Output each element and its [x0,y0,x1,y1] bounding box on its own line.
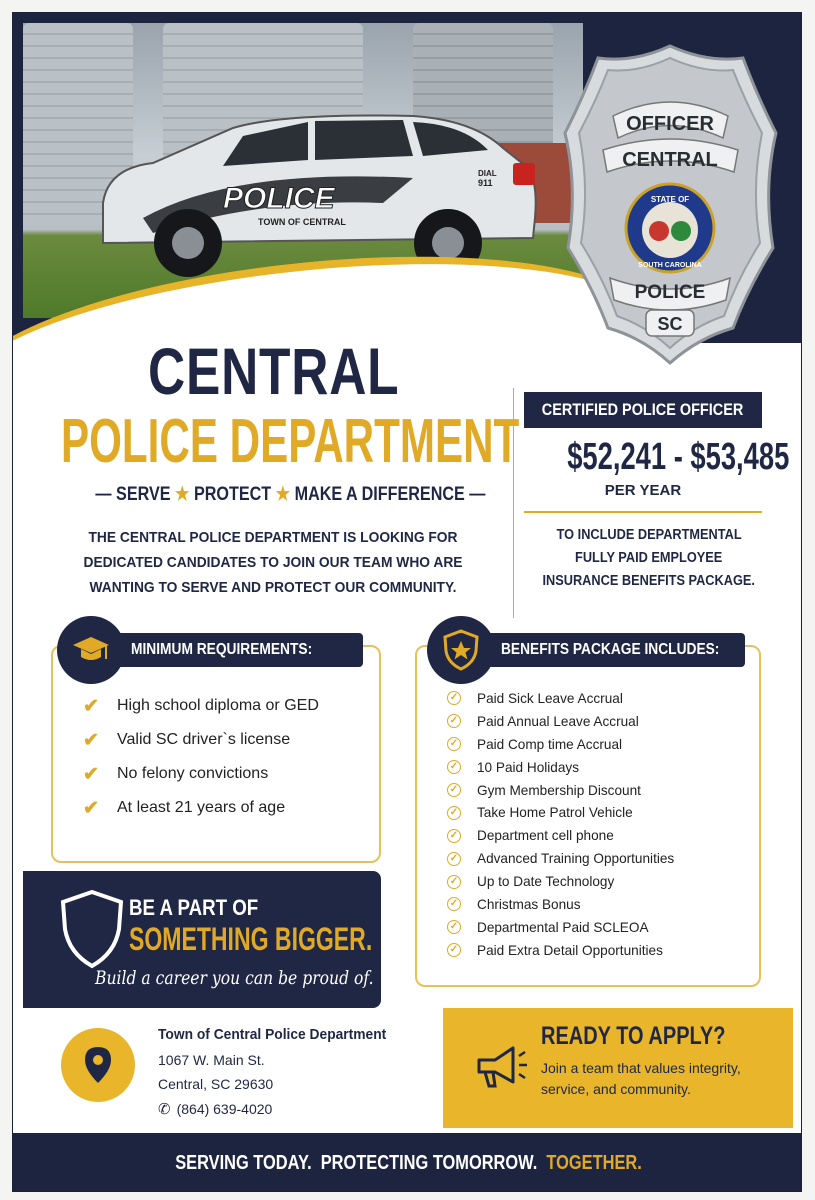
salary-note-line: INSURANCE BENEFITS PACKAGE. [542,573,756,589]
checkmark-icon: ✔ [83,763,99,785]
check-circle-icon: ✓ [447,737,461,751]
location-pin-icon [61,1028,135,1102]
footer-part1: SERVING TODAY. [174,1151,312,1174]
check-circle-icon: ✓ [447,691,461,705]
checkmark-icon: ✔ [83,695,99,717]
divider [524,511,762,513]
footer-part3: TOGETHER. [545,1151,642,1174]
salary-box [513,388,793,618]
benefit-text: Department cell phone [477,828,614,844]
contact-city: Central, SC 29630 [158,1076,274,1092]
graduation-cap-icon [57,616,125,684]
check-circle-icon: ✓ [447,783,461,797]
salary-range-text: $52,241 - $53,485 [567,436,790,478]
apply-text: Join a team that values integrity, service, and community. [541,1060,741,1097]
bigger-slogan: Build a career you can be proud of. [95,967,374,989]
check-circle-icon: ✓ [447,897,461,911]
benefit-item [447,870,674,893]
tagline-difference: MAKE A DIFFERENCE [294,484,465,505]
badge-officer-text: OFFICER [626,113,714,135]
tagline: — SERVE ★ PROTECT ★ MAKE A DIFFERENCE — [95,484,486,505]
star-icon: ★ [175,484,190,505]
benefit-item [447,779,674,802]
shield-icon [59,889,125,969]
requirement-item [83,757,319,791]
requirements-heading-text: MINIMUM REQUIREMENTS: [131,641,313,658]
bigger-line1: BE A PART OF [129,895,259,920]
benefit-text: 10 Paid Holidays [477,759,580,775]
intro-line: DEDICATED CANDIDATES TO JOIN OUR TEAM WHO ARE [83,554,463,571]
contact-street: 1067 W. Main St. [158,1052,265,1068]
badge-central-text: CENTRAL [622,149,718,171]
shield-star-icon [427,616,495,684]
check-circle-icon: ✓ [447,806,461,820]
checkmark-icon: ✔ [83,729,99,751]
requirement-item [83,689,319,723]
requirement-text: At least 21 years of age [117,799,286,816]
check-circle-icon: ✓ [447,920,461,934]
check-circle-icon: ✓ [447,852,461,866]
megaphone-icon [473,1042,529,1090]
requirement-text: No felony convictions [117,765,269,782]
benefit-item [447,847,674,870]
apply-heading: READY TO APPLY? [541,1022,726,1050]
benefit-item [447,687,674,710]
bigger-line2: SOMETHING BIGGER. [129,921,373,957]
requirements-list [83,689,319,825]
badge-sc-text: SC [657,314,683,334]
intro-line: WANTING TO SERVE AND PROTECT OUR COMMUNITY. [89,579,457,596]
car-town-text: TOWN OF CENTRAL [258,217,346,227]
position-title-text: CERTIFIED POLICE OFFICER [542,400,744,419]
requirement-text: High school diploma or GED [117,697,319,714]
check-circle-icon: ✓ [447,829,461,843]
car-911-text: 911 [478,178,493,188]
check-circle-icon: ✓ [447,714,461,728]
badge-police-text: POLICE [634,282,706,303]
salary-range [524,436,790,479]
benefit-text: Paid Extra Detail Opportunities [477,942,663,958]
contact-box [23,1008,443,1128]
benefits-heading-text: BENEFITS PACKAGE INCLUDES: [501,641,720,658]
salary-note-line: TO INCLUDE DEPARTMENTAL [556,527,742,543]
title-police-department: POLICE DEPARTMENT [61,407,520,476]
benefit-text: Departmental Paid SCLEOA [477,919,649,935]
benefit-item [447,939,674,962]
apply-box [443,1008,793,1128]
position-title [524,392,762,428]
benefit-text: Paid Comp time Accrual [477,736,623,752]
requirements-heading [113,633,363,667]
benefit-item [447,893,674,916]
something-bigger-box [23,871,381,1008]
benefit-text: Take Home Patrol Vehicle [477,805,633,821]
benefit-text: Advanced Training Opportunities [477,851,675,867]
benefit-text: Paid Sick Leave Accrual [477,690,623,706]
intro-text [71,525,476,600]
car-dial-text: DIAL [478,169,497,178]
contact-phone-row [158,1100,272,1118]
badge-seal-bottom: SOUTH CAROLINA [638,262,702,269]
car-police-text: POLICE [223,182,335,215]
intro-line: THE CENTRAL POLICE DEPARTMENT IS LOOKING FOR [88,529,458,546]
requirement-item [83,723,319,757]
benefit-item [447,801,674,824]
footer-slogan [175,1152,642,1175]
police-car-image [83,108,543,283]
benefit-item [447,733,674,756]
check-circle-icon: ✓ [447,943,461,957]
footer-part2: PROTECTING TOMORROW. [320,1151,537,1174]
benefit-text: Gym Membership Discount [477,782,641,798]
benefit-text: Christmas Bonus [477,896,581,912]
title-central: CENTRAL [148,334,400,408]
salary-note [524,524,774,593]
benefit-text: Paid Annual Leave Accrual [477,713,639,729]
benefit-text: Up to Date Technology [477,874,615,890]
phone-icon: ✆ [158,1101,171,1118]
tagline-protect: PROTECT [193,484,272,505]
salary-note-line: FULLY PAID EMPLOYEE [575,550,723,566]
recruitment-flyer [12,12,802,1192]
salary-period: PER YEAR [604,482,682,499]
benefit-item [447,916,674,939]
star-icon: ★ [275,484,291,505]
benefits-heading [483,633,745,667]
requirement-text: Valid SC driver`s license [117,731,291,748]
requirement-item [83,791,319,825]
contact-name: Town of Central Police Department [158,1026,387,1043]
benefit-item [447,710,674,733]
check-circle-icon: ✓ [447,875,461,889]
contact-phone: (864) 639-4020 [176,1101,273,1117]
tagline-serve: SERVE [116,484,171,505]
benefits-list [447,687,674,962]
benefit-item [447,824,674,847]
checkmark-icon: ✔ [83,797,99,819]
badge-seal-top: STATE OF [650,195,690,204]
footer-banner [13,1133,802,1192]
check-circle-icon: ✓ [447,760,461,774]
benefit-item [447,756,674,779]
police-badge-icon [558,38,783,368]
